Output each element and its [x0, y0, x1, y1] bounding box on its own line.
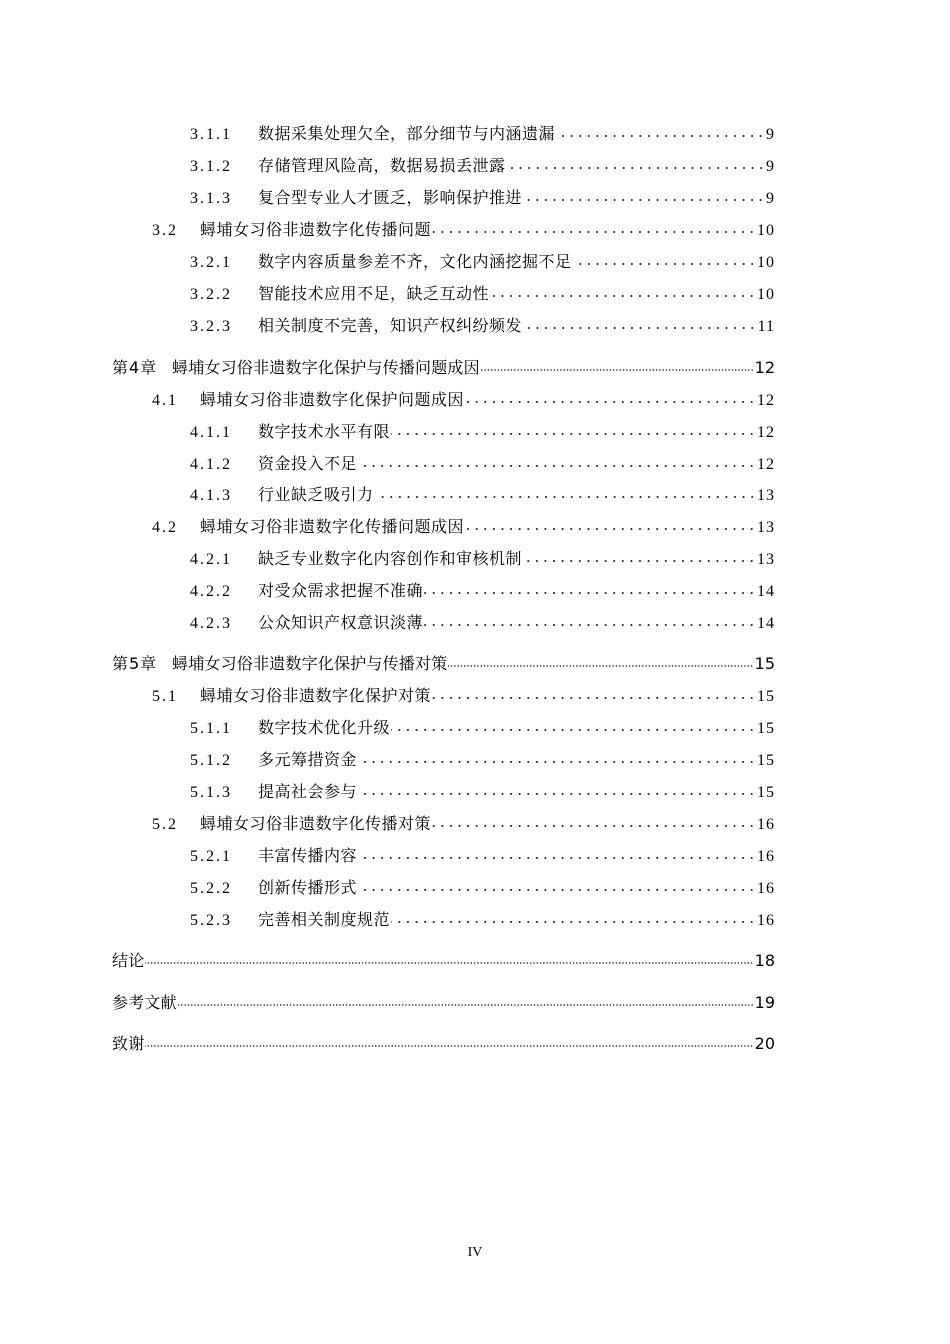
toc-chapter-entry[interactable] [112, 651, 775, 673]
toc-subsection-entry[interactable] [190, 281, 775, 303]
toc-entry-title: 完善相关制度规范 [258, 912, 391, 929]
toc-entry-number: 5.1.2 [190, 752, 232, 769]
toc-subsection-entry[interactable] [190, 419, 775, 441]
toc-entry-page: 18 [754, 951, 775, 970]
toc-dot-leader [391, 717, 756, 733]
toc-entry-page: 19 [754, 993, 775, 1012]
toc-entry-number: 4.1.2 [190, 456, 232, 473]
toc-entry-number: 5.2 [152, 816, 178, 833]
toc-entry-number: 4.1.1 [190, 424, 232, 441]
toc-subsection-entry[interactable] [190, 153, 775, 175]
toc-entry-page: 14 [757, 615, 775, 632]
toc-entry-title: 致谢 [112, 1034, 145, 1053]
toc-entry-title: 对受众需求把握不准确 [258, 583, 424, 600]
toc-dot-leader [556, 123, 765, 139]
page-number-footer: IV [467, 1245, 483, 1260]
toc-entry-page: 16 [757, 816, 775, 833]
toc-dot-leader [523, 548, 756, 564]
toc-dot-leader [465, 516, 756, 532]
toc-entry-page: 13 [757, 487, 775, 504]
toc-entry-page: 14 [757, 583, 775, 600]
toc-entry-number: 4.2.3 [190, 615, 232, 632]
toc-dot-leader [358, 749, 756, 765]
toc-entry-title: 参考文献 [112, 993, 177, 1012]
toc-subsection-entry[interactable] [190, 610, 775, 632]
toc-dot-leader [375, 484, 756, 500]
toc-entry-page: 10 [757, 222, 775, 239]
toc-entry-page: 10 [757, 254, 775, 271]
toc-dot-leader [424, 580, 756, 596]
toc-entry-title: 数据采集处理欠全，部分细节与内涵遗漏 [258, 126, 556, 143]
toc-entry-page: 15 [757, 720, 775, 737]
toc-entry-number: 3.2.2 [190, 286, 232, 303]
toc-entry-title: 行业缺乏吸引力 [258, 487, 374, 504]
toc-dot-leader [358, 781, 756, 797]
toc-entry-title: 存储管理风险高，数据易损丢泄露 [258, 158, 506, 175]
toc-entry-number: 4.2.2 [190, 583, 232, 600]
toc-entry-title: 丰富传播内容 [258, 848, 358, 865]
toc-entry-title: 结论 [112, 951, 145, 970]
toc-entry-title: 蟳埔女习俗非遗数字化保护对策 [200, 688, 432, 705]
toc-dot-leader [145, 950, 753, 966]
toc-entry-number: 5.2.1 [190, 848, 232, 865]
toc-dot-leader [178, 992, 754, 1008]
toc-dot-leader [432, 219, 756, 235]
toc-entry-title: 蟳埔女习俗非遗数字化保护与传播问题成因 [172, 358, 480, 377]
toc-subsection-entry[interactable] [190, 715, 775, 737]
toc-subsection-entry[interactable] [190, 121, 775, 143]
toc-dot-leader [432, 813, 756, 829]
toc-entry-number: 5.2.3 [190, 912, 232, 929]
toc-entry-number: 3.2.3 [190, 318, 232, 335]
toc-entry-title: 数字技术水平有限 [258, 424, 391, 441]
toc-entry-page: 9 [766, 190, 775, 207]
toc-entry-number: 4.2.1 [190, 551, 232, 568]
toc-subsection-entry[interactable] [190, 578, 775, 600]
toc-chapter-entry[interactable] [112, 1031, 775, 1053]
toc-entry-title: 缺乏专业数字化内容创作和审核机制 [258, 551, 523, 568]
toc-entry-page: 12 [757, 424, 775, 441]
toc-entry-page: 16 [757, 880, 775, 897]
toc-dot-leader [490, 283, 756, 299]
toc-dot-leader [507, 155, 765, 171]
toc-entry-number: 3.2.1 [190, 254, 232, 271]
toc-entry-title: 公众知识产权意识淡薄 [258, 615, 424, 632]
toc-dot-leader [358, 845, 756, 861]
toc-chapter-entry[interactable] [112, 990, 775, 1012]
toc-entry-title: 创新传播形式 [258, 880, 358, 897]
toc-dot-leader [358, 453, 756, 469]
toc-entry-title: 蟳埔女习俗非遗数字化传播对策 [200, 816, 432, 833]
toc-subsection-entry[interactable] [190, 747, 775, 769]
toc-entry-page: 13 [757, 551, 775, 568]
toc-entry-title: 蟳埔女习俗非遗数字化保护问题成因 [200, 392, 465, 409]
toc-entry-title: 多元筹措资金 [258, 752, 358, 769]
toc-entry-title: 蟳埔女习俗非遗数字化传播问题成因 [200, 519, 465, 536]
toc-dot-leader [391, 909, 756, 925]
toc-entry-number: 5.2.2 [190, 880, 232, 897]
toc-chapter-entry[interactable] [112, 355, 775, 377]
toc-dot-leader [573, 251, 756, 267]
toc-entry-title: 提高社会参与 [258, 784, 358, 801]
toc-entry-page: 11 [757, 318, 775, 335]
toc-entry-title: 资金投入不足 [258, 456, 358, 473]
toc-entry-page: 15 [754, 654, 775, 673]
toc-entry-number: 4.1.3 [190, 487, 232, 504]
toc-entry-number: 4.1 [152, 392, 178, 409]
toc-entry-page: 9 [766, 126, 775, 143]
toc-dot-leader [358, 877, 756, 893]
toc-entry-number: 3.1.1 [190, 126, 232, 143]
toc-subsection-entry[interactable] [190, 546, 775, 568]
toc-subsection-entry[interactable] [190, 907, 775, 929]
toc-section-entry[interactable] [152, 514, 775, 536]
toc-entry-title: 相关制度不完善，知识产权纠纷频发 [258, 318, 523, 335]
toc-dot-leader [432, 685, 756, 701]
toc-entry-number: 3.1.3 [190, 190, 232, 207]
toc-entry-number: 4.2 [152, 519, 178, 536]
toc-entry-title: 蟳埔女习俗非遗数字化传播问题 [200, 222, 432, 239]
toc-entry-number: 第5章 [112, 654, 158, 673]
toc-dot-leader [145, 1033, 753, 1049]
toc-entry-number: 5.1.1 [190, 720, 232, 737]
toc-entry-page: 15 [757, 784, 775, 801]
toc-entry-page: 16 [757, 912, 775, 929]
toc-entry-title: 数字内容质量参差不齐，文化内涵挖掘不足 [258, 254, 572, 271]
toc-dot-leader [523, 315, 757, 331]
toc-entry-page: 15 [757, 688, 775, 705]
toc-entry-title: 复合型专业人才匮乏，影响保护推进 [258, 190, 523, 207]
toc-entry-number: 3.1.2 [190, 158, 232, 175]
toc-entry-title: 蟳埔女习俗非遗数字化保护与传播对策 [172, 654, 448, 673]
toc-entry-page: 20 [754, 1034, 775, 1053]
toc-dot-leader [481, 357, 754, 373]
toc-subsection-entry[interactable] [190, 313, 775, 335]
toc-dot-leader [523, 187, 765, 203]
toc-section-entry[interactable] [152, 217, 775, 239]
toc-subsection-entry[interactable] [190, 249, 775, 271]
toc-entry-number: 5.1.3 [190, 784, 232, 801]
toc-dot-leader [465, 389, 756, 405]
toc-subsection-entry[interactable] [190, 779, 775, 801]
toc-entry-page: 9 [766, 158, 775, 175]
toc-dot-leader [448, 653, 753, 669]
toc-entry-number: 5.1 [152, 688, 178, 705]
toc-chapter-entry[interactable] [112, 948, 775, 970]
toc-entry-title: 智能技术应用不足，缺乏互动性 [258, 286, 490, 303]
toc-dot-leader [424, 612, 756, 628]
toc-entry-page: 10 [757, 286, 775, 303]
toc-entry-page: 13 [757, 519, 775, 536]
toc-entry-title: 数字技术优化升级 [258, 720, 391, 737]
toc-subsection-entry[interactable] [190, 875, 775, 897]
toc-subsection-entry[interactable] [190, 843, 775, 865]
toc-entry-number: 第4章 [112, 358, 158, 377]
toc-section-entry[interactable] [152, 683, 775, 705]
toc-section-entry[interactable] [152, 387, 775, 409]
toc-entry-page: 12 [757, 392, 775, 409]
toc-entry-page: 16 [757, 848, 775, 865]
toc-subsection-entry[interactable] [190, 451, 775, 473]
toc-entry-number: 3.2 [152, 222, 178, 239]
toc-subsection-entry[interactable] [190, 482, 775, 504]
toc-entry-page: 12 [754, 358, 775, 377]
toc-subsection-entry[interactable] [190, 185, 775, 207]
toc-section-entry[interactable] [152, 811, 775, 833]
toc-entry-page: 15 [757, 752, 775, 769]
toc-dot-leader [391, 421, 756, 437]
toc-entry-page: 12 [757, 456, 775, 473]
